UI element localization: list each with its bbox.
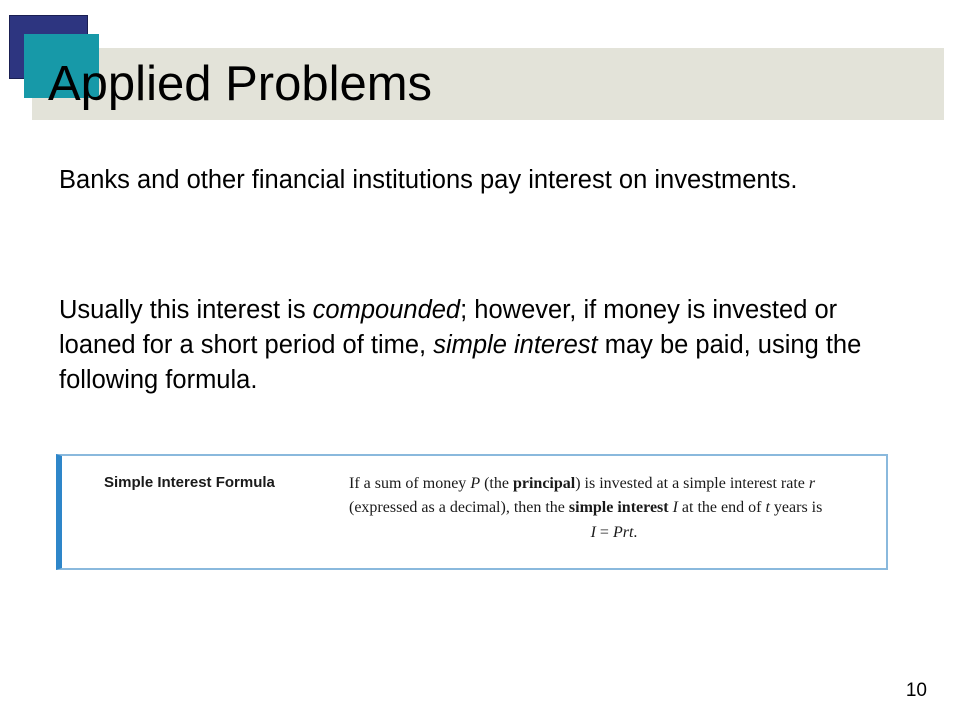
paragraph-text: Usually this interest is [59,296,313,324]
term-principal: principal [512,475,576,492]
equation-prt: Prt [612,524,634,541]
variable-p: P [470,475,481,492]
variable-t: t [765,499,770,516]
paragraph-compounded [59,293,919,398]
equation-period: . [633,524,638,541]
paragraph-text: ; however, if money is invested or loaned for a short period of time, [59,296,838,359]
formula-text: years is [769,499,823,516]
term-simple-interest: simple interest [568,499,669,516]
formula-equation [349,524,879,542]
emphasis-simple-interest: simple interest [433,331,598,359]
formula-text: (expressed as a decimal), then the [349,499,569,516]
page-number: 10 [905,680,927,701]
formula-box-label: Simple Interest Formula [104,474,275,491]
variable-i: I [672,499,678,516]
variable-r: r [808,475,816,492]
emphasis-compounded: compounded [312,296,461,324]
simple-interest-formula-box [56,454,888,570]
paragraph-text: may be paid, using the following formula. [59,331,862,394]
formula-text: If a sum of money [349,475,471,492]
equation-equals: = [595,524,613,541]
paragraph-interest-intro: Banks and other financial institutions pay interest on investments. [59,166,798,194]
formula-box-description [349,472,879,520]
formula-text: (the [480,475,513,492]
formula-text: ) is invested at a simple interest rate [575,475,809,492]
equation-i: I [590,524,596,541]
formula-text: at the end of [677,499,766,516]
slide-title: Applied Problems [48,57,433,111]
